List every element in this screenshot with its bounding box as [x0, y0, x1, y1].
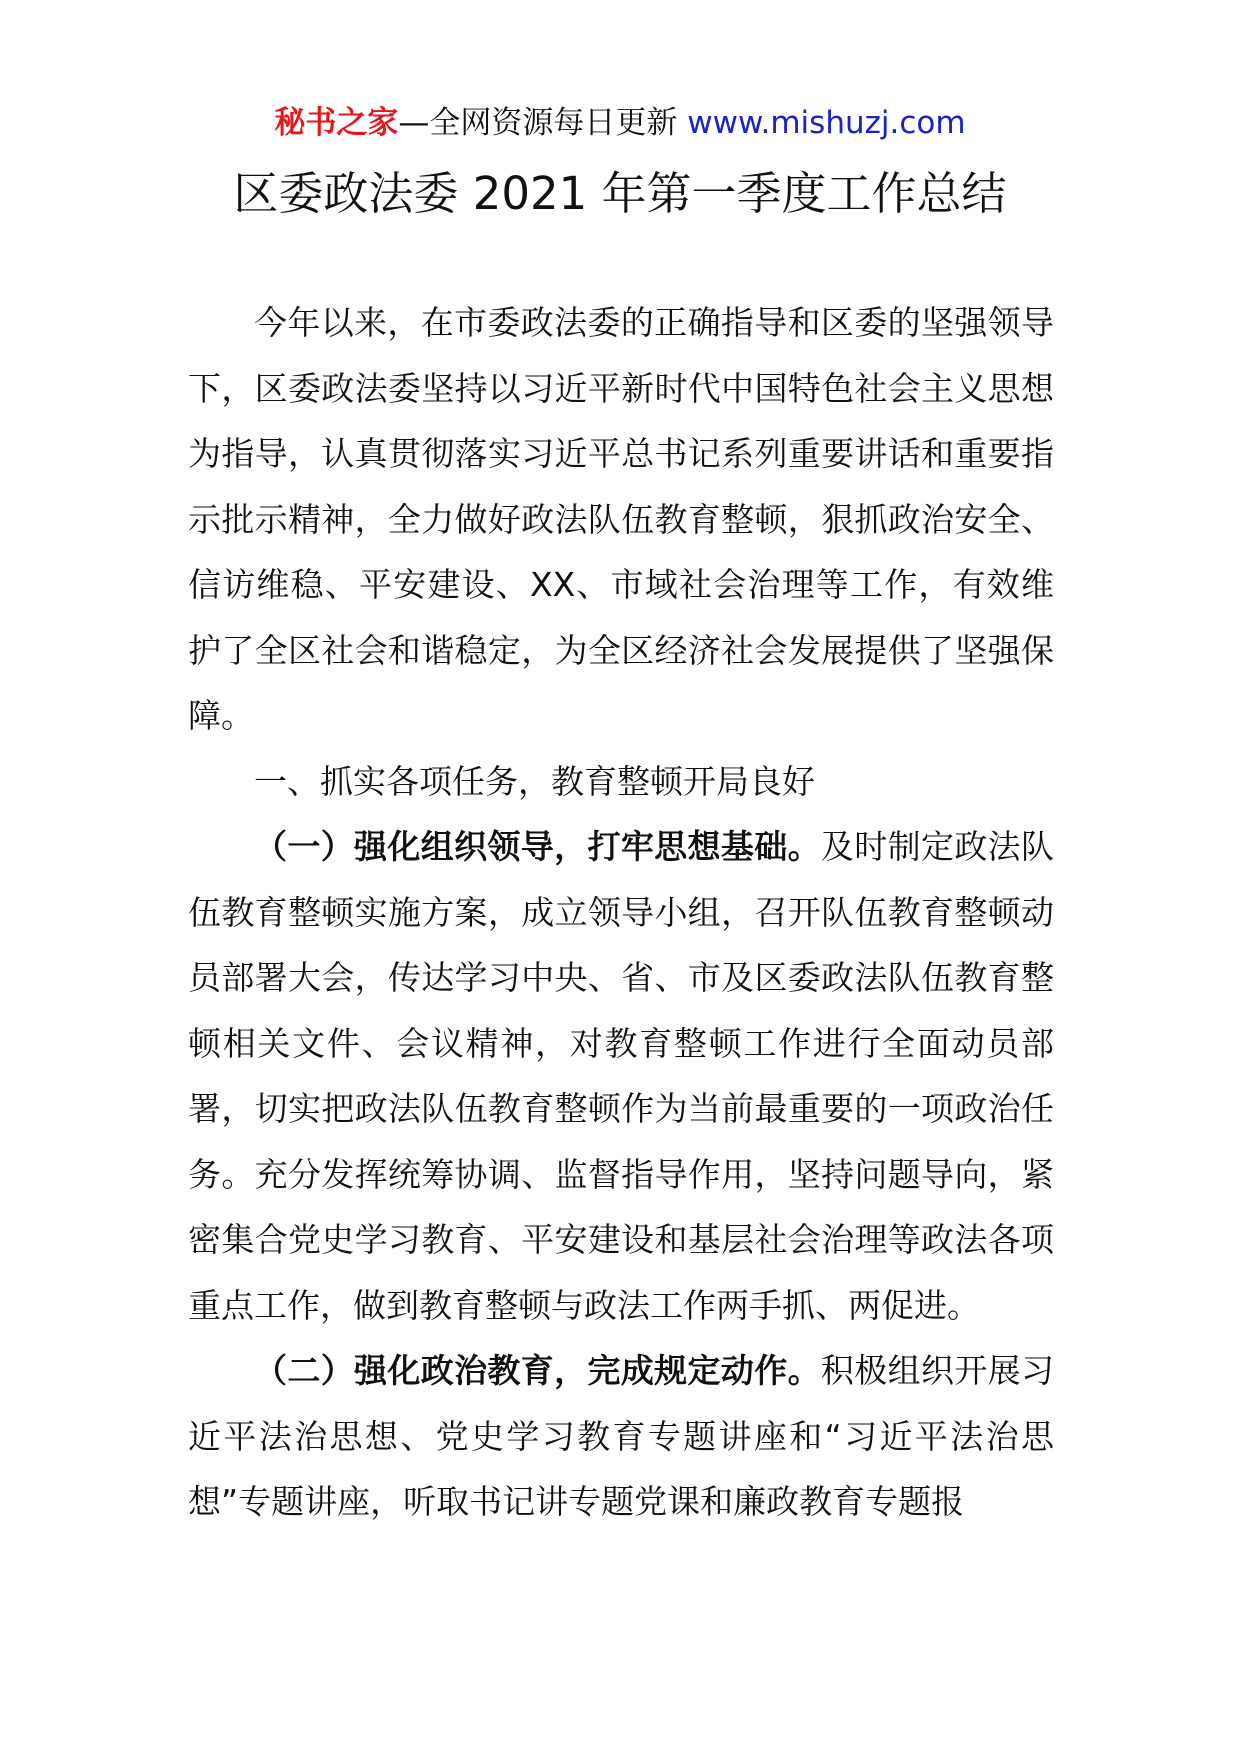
paragraph-2-body: 积极组织开展习近平法治思想、党史学习教育专题讲座和“习近平法治思想”专题讲座，听取书记讲专题党课和廉政教育专题报	[188, 1351, 1055, 1521]
document-title: 区委政法委 2021 年第一季度工作总结	[233, 167, 1007, 220]
brand-name: 秘书之家	[274, 105, 399, 141]
paragraph-2	[188, 1338, 1054, 1535]
document-body	[188, 290, 1054, 1535]
site-url-link[interactable]: www.mishuzj.com	[687, 105, 966, 141]
paragraph-1-lead: （一）强化组织领导，打牢思想基础。	[254, 827, 821, 866]
site-banner	[0, 98, 1240, 148]
banner-tagline: —全网资源每日更新	[398, 105, 688, 141]
paragraph-1-body: 及时制定政法队伍教育整顿实施方案，成立领导小组，召开队伍教育整顿动员部署大会，传达学习中央、省、市及区委政法队伍教育整顿相关文件、会议精神，对教育整顿工作进行全面动员部署，切实把政法队伍教育整顿作为当前最重要的一项政治任务。充分发挥统筹协调、监督指导作用，坚持问题导向，紧密集合党史学习教育、平安建设和基层社会治理等政法各项重点工作，做到教育整顿与政法工作两手抓、两促进。	[188, 827, 1055, 1325]
section-heading-1: 一、抓实各项任务，教育整顿开局良好	[254, 761, 815, 801]
paragraph-1	[188, 814, 1054, 1338]
intro-paragraph: 今年以来，在市委政法委的正确指导和区委的坚强领导下，区委政法委坚持以习近平新时代中国特色社会主义思想为指导，认真贯彻落实习近平总书记系列重要讲话和重要指示批示精神，全力做好政法队伍教育整顿，狠抓政治安全、信访维稳、平安建设、XX、市域社会治理等工作，有效维护了全区社会和谐稳定，为全区经济社会发展提供了坚强保障。	[188, 303, 1054, 735]
paragraph-2-lead: （二）强化政治教育，完成规定动作。	[254, 1351, 821, 1390]
